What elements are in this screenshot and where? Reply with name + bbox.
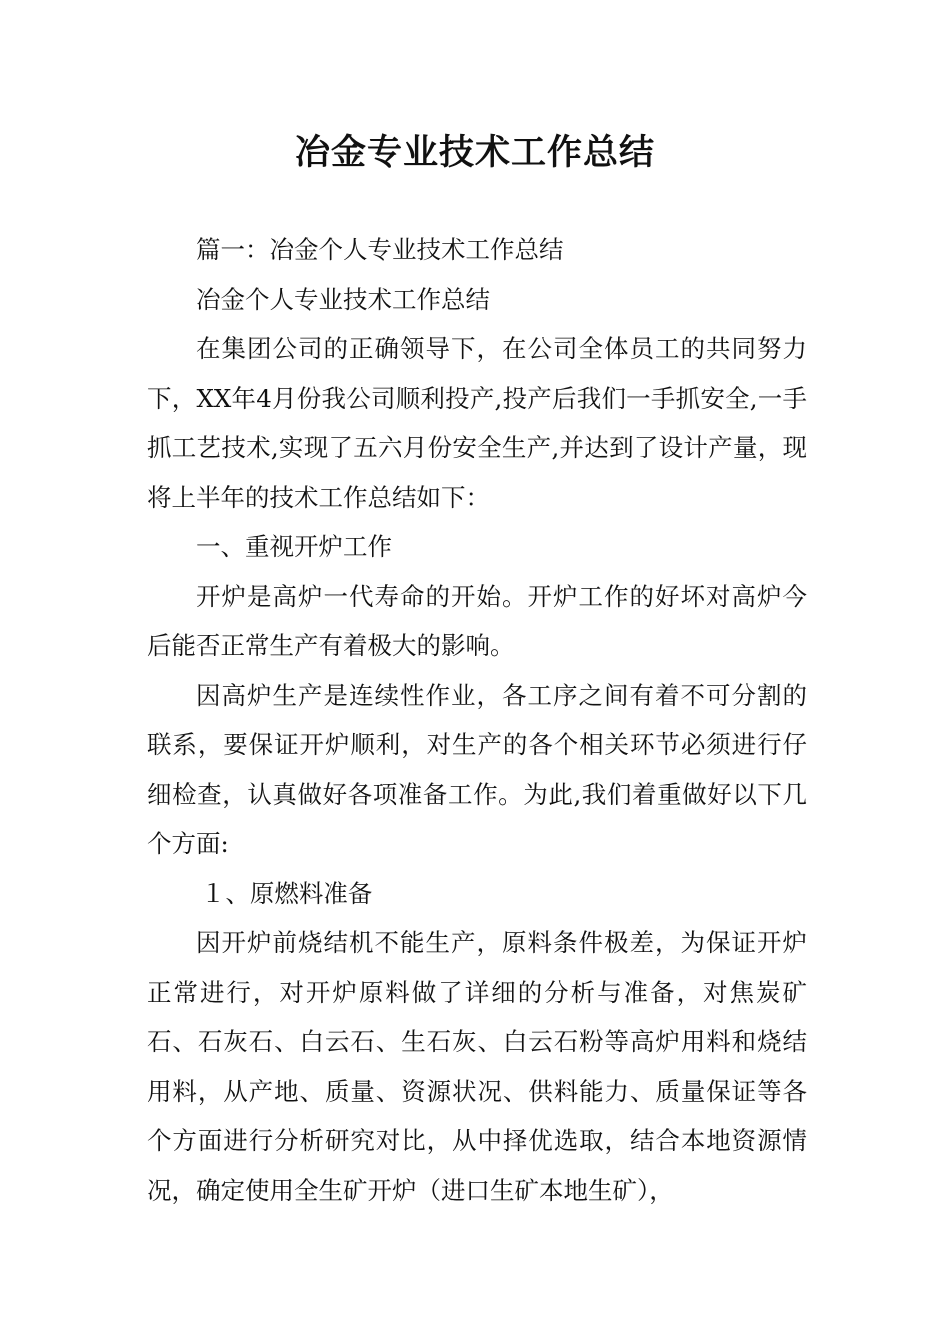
paragraph-continuous-production: 因高炉生产是连续性作业，各工序之间有着不可分割的联系，要保证开炉顺利，对生产的各个相关环节必须进行仔细检查，认真做好各项准备工作。为此,我们着重做好以下几个方面:: [147, 680, 807, 858]
document-body: [147, 225, 807, 1215]
sub-title: 冶金个人专业技术工作总结: [196, 284, 490, 314]
section-heading-1: 一、重视开炉工作: [196, 532, 392, 561]
document-title: 冶金专业技术工作总结: [294, 133, 655, 173]
paragraph-furnace-start: 开炉是高炉一代寿命的开始。开炉工作的好坏对高炉今后能否正常生产有着极大的影响。: [147, 581, 807, 660]
subsection-heading-1: １、原燃料准备: [200, 878, 373, 908]
intro-paragraph: 在集团公司的正确领导下，在公司全体员工的共同努力下，XX年4月份我公司顺利投产,投产后我们一手抓安全,一手抓工艺技术,实现了五六月份安全生产,并达到了设计产量，现将上半年的技术工作总结如下：: [147, 334, 807, 512]
section-heading-part-one: 篇一：冶金个人专业技术工作总结: [196, 235, 564, 264]
paragraph-raw-materials: 因开炉前烧结机不能生产，原料条件极差，为保证开炉正常进行，对开炉原料做了详细的分析与准备，对焦炭矿石、石灰石、白云石、生石灰、白云石粉等高炉用料和烧结用料，从产地、质量、资源状况、供料能力、质量保证等各个方面进行分析研究对比，从中择优选取，结合本地资源情况，确定使用全生矿开炉（进口生矿本地生矿），: [147, 928, 807, 1205]
